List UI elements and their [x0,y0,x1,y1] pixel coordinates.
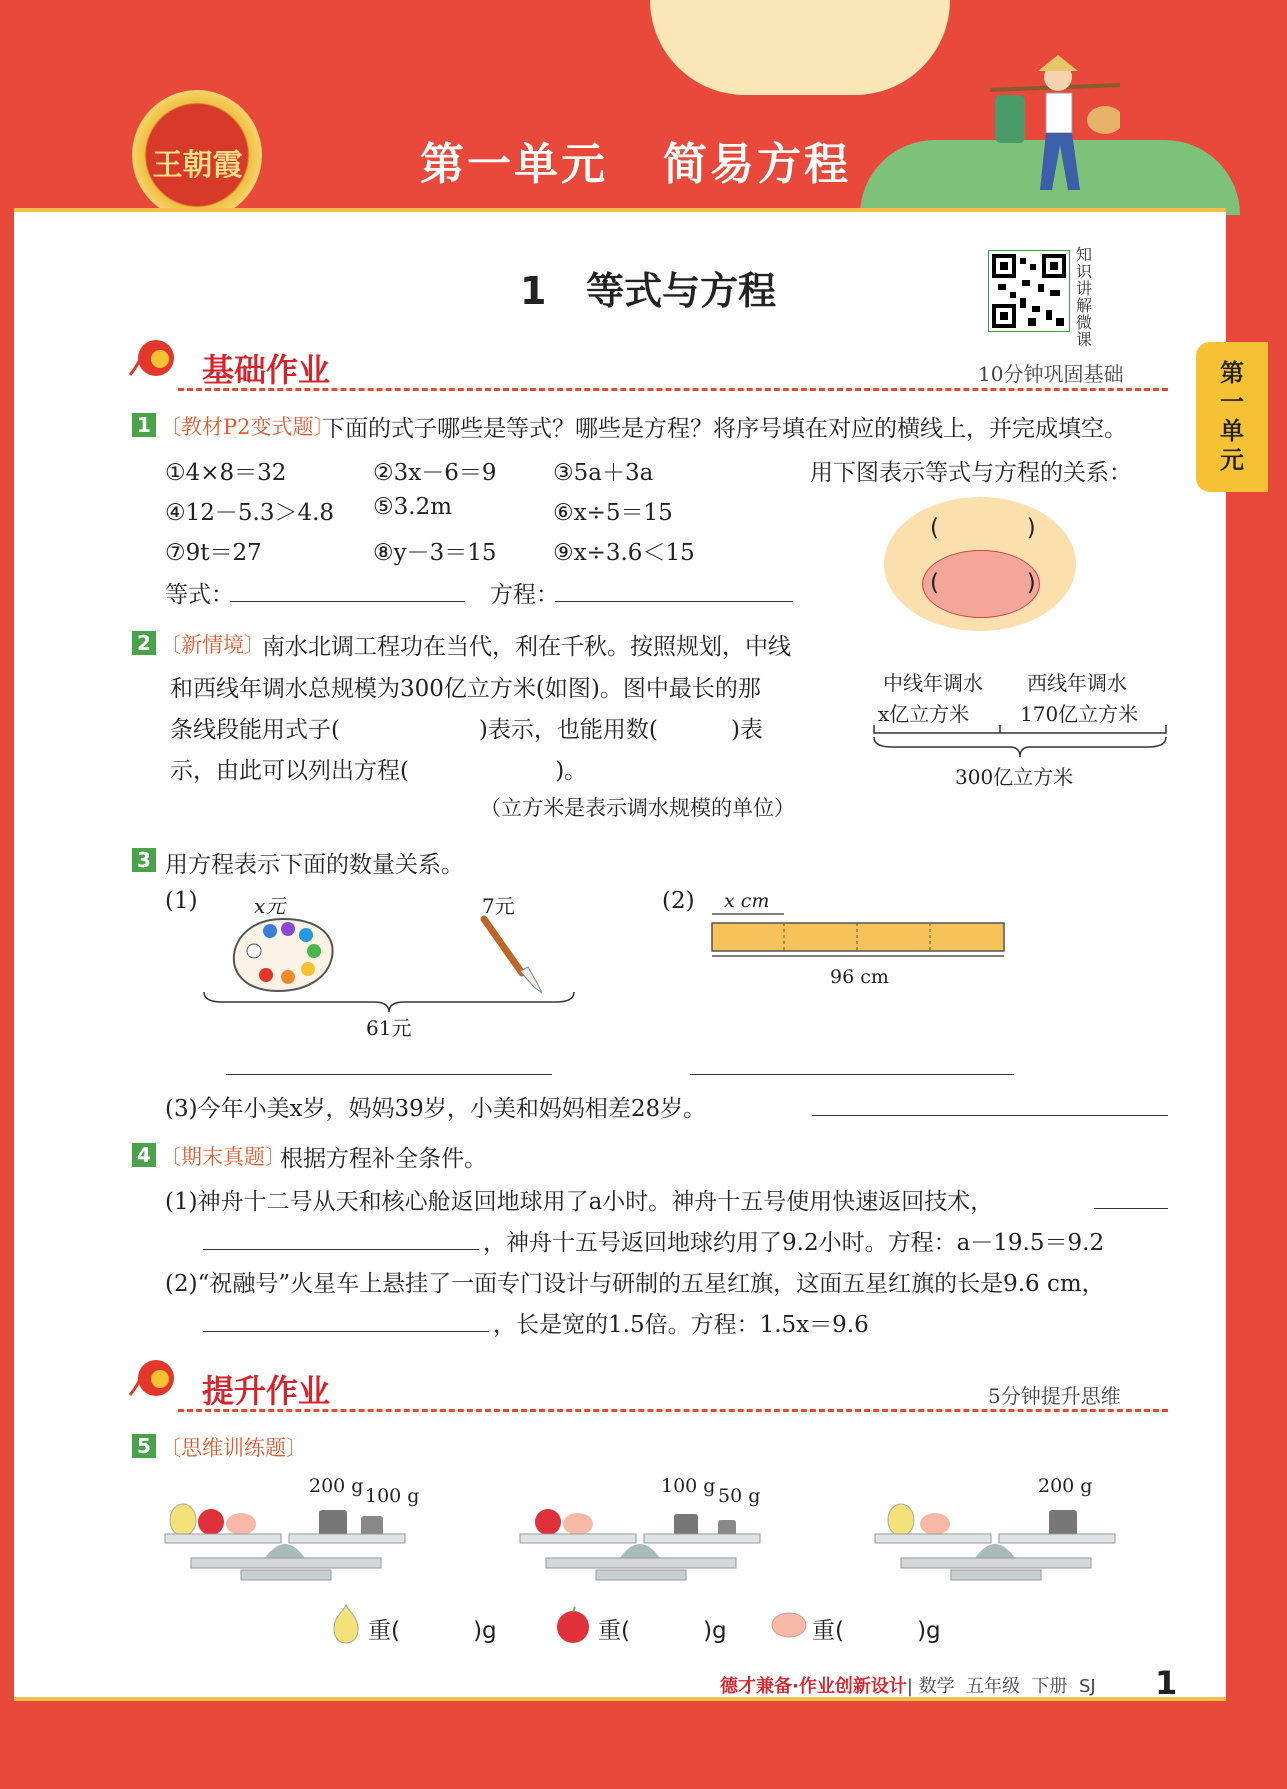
formula-item: ⑨x÷3.6＜15 [553,540,695,566]
question-text: 示，由此可以列出方程( )。 [170,758,588,784]
question-text: 用方程表示下面的数量关系。 [165,852,464,878]
peach-icon [770,1610,808,1640]
question-text: 下面的式子哪些是等式？哪些是方程？将序号填在对应的横线上，并完成填空。 [322,416,1127,442]
question-number: 1 [132,413,156,437]
question-tag: 〔思维训练题〕 [160,1436,307,1460]
total-label: 300亿立方米 [955,765,1074,789]
strip-diagram [710,912,1006,962]
lesson-title: 1 等式与方程 [520,269,777,313]
equation-label: 方程： [490,582,559,608]
answer-blank-3-3[interactable] [812,1114,1168,1116]
subquestion-label: (2) [662,888,695,914]
footer-series-name: 德才兼备·作业创新设计 [720,1676,907,1697]
answer-blank-3-2[interactable] [690,1073,1014,1075]
paintbrush-icon [478,915,548,995]
weight-label: 50 g [718,1485,761,1507]
question-text: 和西线年调水总规模为300亿立方米(如图)。图中最长的那 [170,676,761,702]
unit-side-tab: 第 一 单 元 [1196,342,1268,492]
pear-weight-blank[interactable]: 重( )g [368,1618,497,1644]
brand-logo-text: 王朝霞 [152,148,243,183]
subquestion-text: ，神舟十五号返回地球约用了9.2小时。方程：a－19.5＝9.2 [483,1230,1105,1256]
advance-section-note: 5分钟提升思维 [988,1384,1121,1408]
question-tag: 〔新情境〕 [160,633,265,657]
porter-illustration [990,55,1120,195]
basic-section-title: 基础作业 [202,351,331,389]
apple-weight-blank[interactable]: 重( )g [598,1618,727,1644]
total-brace [202,990,576,1014]
subquestion-text: ，长是宽的1.5倍。方程：1.5x＝9.6 [493,1312,869,1338]
section-divider [178,1409,1168,1412]
section-divider [178,388,1168,391]
question-tag: 〔期末真题〕 [160,1145,286,1169]
formula-item: ③5a＋3a [553,460,654,486]
west-route-value: 170亿立方米 [1020,702,1139,726]
answer-blank-4-2[interactable] [203,1330,489,1332]
weight-label: 100 g [661,1475,716,1497]
formula-item: ⑤3.2m [373,494,453,520]
segment-diagram [872,723,1168,759]
answer-blank-4-1b[interactable] [203,1248,479,1250]
cloud-decoration [650,0,950,95]
answer-blank-3-1[interactable] [226,1073,552,1075]
west-route-label: 西线年调水 [1027,671,1127,695]
formula-item: ⑥x÷5＝15 [553,500,673,526]
formula-item: ①4×8＝32 [165,460,287,486]
unit-title: 第一单元 简易方程 [420,139,851,190]
advance-section-title: 提升作业 [202,1372,331,1410]
pear-icon [328,1603,364,1645]
balance-scale-2 [518,1500,763,1595]
balance-scale-3 [873,1500,1118,1595]
sun-icon [128,1355,178,1401]
qr-code-label: 知识讲解微课 [1076,245,1093,349]
subquestion-text: (3)今年小美x岁，妈妈39岁，小美和妈妈相差28岁。 [165,1096,707,1122]
equality-answer-blank[interactable] [230,600,465,602]
apple-icon [554,1606,592,1644]
palette-icon [228,915,338,995]
middle-route-value: x亿立方米 [878,702,970,726]
question-number: 3 [132,848,156,872]
equality-label: 等式： [165,582,234,608]
qr-code-icon[interactable] [988,250,1070,332]
question-number: 5 [132,1434,156,1458]
subquestion-label: (1) [165,888,198,914]
weight-label: 100 g [365,1485,420,1507]
formula-item: ②3x－6＝9 [373,460,497,486]
question-text: 条线段能用式子( )表示，也能用数( )表 [170,717,763,743]
equation-answer-blank[interactable] [555,600,793,602]
footer-series [720,1672,1096,1698]
sun-icon [128,335,178,381]
equation-set-blank[interactable]: ( ) [930,570,1036,596]
balance-scale-1 [163,1500,408,1595]
middle-route-label: 中线年调水 [883,671,983,695]
question-number: 4 [132,1143,156,1167]
formula-item: ⑧y－3＝15 [373,540,497,566]
total-price-label: 61元 [366,1016,412,1040]
segment-length-label: x cm [724,890,770,912]
basic-section-note: 10分钟巩固基础 [978,362,1124,386]
question-tag: 〔教材P2变式题〕 [160,415,335,439]
unit-note: （立方米是表示调水规模的单位） [480,796,795,820]
question-number: 2 [132,631,156,655]
formula-item: ④12－5.3＞4.8 [165,500,335,526]
formula-item: ⑦9t＝27 [165,540,262,566]
equality-set-blank[interactable]: ( ) [930,515,1036,541]
subquestion-text: (2)“祝融号”火星车上悬挂了一面专门设计与研制的五星红旗，这面五星红旗的长是9.6 cm， [165,1271,1105,1297]
footer-book-info: | 数学 五年级 下册 SJ [906,1676,1096,1697]
question-text: 根据方程补全条件。 [280,1146,487,1172]
diagram-caption: 用下图表示等式与方程的关系： [810,460,1132,486]
subquestion-text: (1)神舟十二号从天和核心舱返回地球用了a小时。神舟十五号使用快速返回技术， [165,1189,994,1215]
strip-total-label: 96 cm [830,966,889,988]
question-text: 南水北调工程功在当代，利在千秋。按照规划，中线 [262,634,791,660]
answer-blank-4-1a[interactable] [1094,1207,1168,1209]
weight-label: 200 g [309,1475,364,1497]
brush-price: 7元 [482,894,515,918]
palette-price: x元 [254,894,286,918]
page-number: 1 [1155,1664,1178,1702]
peach-weight-blank[interactable]: 重( )g [812,1618,941,1644]
weight-label: 200 g [1038,1475,1093,1497]
